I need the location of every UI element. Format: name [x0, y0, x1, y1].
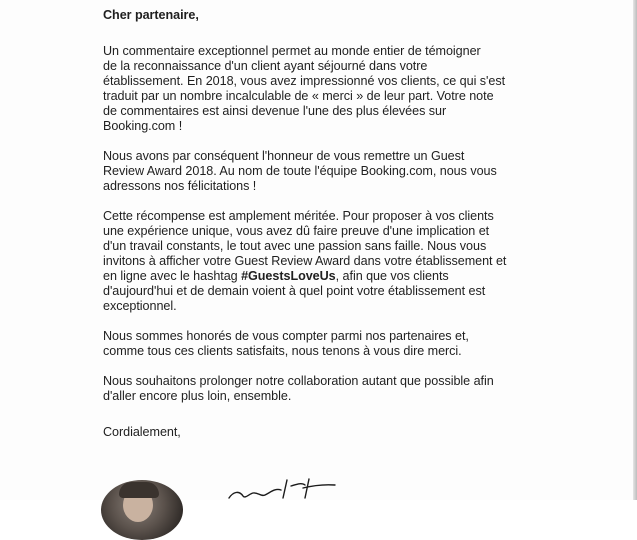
text-line: traduit par un nombre incalculable de « merci » de leur part. Votre note — [103, 89, 494, 103]
text-line: Review Award 2018. Au nom de toute l'équipe Booking.com, nous vous — [103, 164, 497, 178]
text-line: exceptionnel. — [103, 299, 177, 313]
text-line: comme tous ces clients satisfaits, nous tenons à vous dire merci. — [103, 344, 462, 358]
closing: Cordialement, — [103, 425, 181, 439]
salutation: Cher partenaire, — [103, 8, 199, 22]
paragraph-award — [103, 149, 623, 194]
hashtag-suffix: , afin que vos clients — [335, 269, 449, 283]
text-line: Nous avons par conséquent l'honneur de vous remettre un Guest — [103, 149, 465, 163]
text-line: d'aujourd'hui et de demain voient à quel point votre établissement est — [103, 284, 486, 298]
paragraph-collaboration — [103, 374, 623, 404]
text-line: Nous souhaitons prolonger notre collaboration autant que possible afin — [103, 374, 494, 388]
signer-photo — [101, 480, 183, 540]
text-line: Un commentaire exceptionnel permet au monde entier de témoigner — [103, 44, 481, 58]
text-line: d'un travail constants, le tout avec une passion sans faille. Nous vous — [103, 239, 487, 253]
text-line: invitons à afficher votre Guest Review Award dans votre établissement et — [103, 254, 507, 268]
signer-hair — [119, 482, 159, 498]
text-line: Cette récompense est amplement méritée. Pour proposer à vos clients — [103, 209, 494, 223]
paragraph-merit — [103, 209, 623, 314]
hashtag-line — [103, 269, 623, 284]
scan-edge — [633, 0, 637, 500]
letter-body — [103, 8, 623, 440]
text-line: une expérience unique, vous avez dû faire preuve d'une implication et — [103, 224, 490, 238]
text-line: d'aller encore plus loin, ensemble. — [103, 389, 292, 403]
text-line: de la reconnaissance d'un client ayant séjourné dans votre — [103, 59, 428, 73]
paragraph-thanks — [103, 329, 623, 359]
text-line: de commentaires est ainsi devenue l'une des plus élevées sur — [103, 104, 447, 118]
text-line: Booking.com ! — [103, 119, 183, 133]
hashtag: #GuestsLoveUs — [241, 269, 336, 283]
handwritten-signature — [225, 476, 340, 500]
hashtag-prefix: en ligne avec le hashtag — [103, 269, 242, 283]
text-line: Nous sommes honorés de vous compter parmi nos partenaires et, — [103, 329, 469, 343]
text-line: établissement. En 2018, vous avez impressionné vos clients, ce qui s'est — [103, 74, 506, 88]
paragraph-recognition — [103, 44, 623, 134]
text-line: adressons nos félicitations ! — [103, 179, 257, 193]
